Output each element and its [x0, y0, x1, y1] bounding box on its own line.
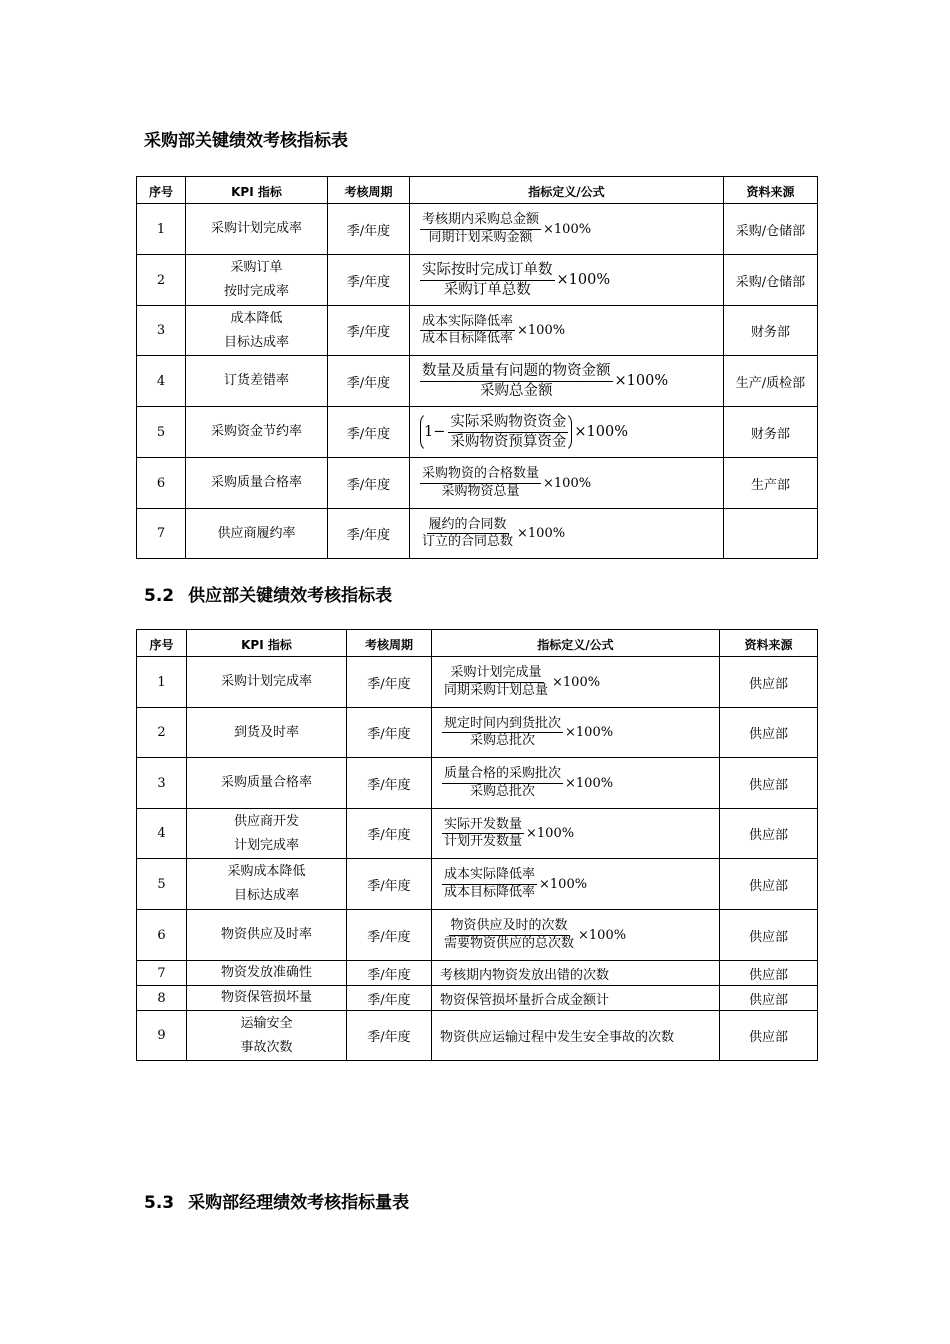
kpi-name-line: 采购资金节约率 [210, 424, 302, 439]
definition-formula [410, 407, 724, 458]
formula-multiplier: ×100% [574, 424, 628, 440]
formula-numerator: 成本实际降低率 [420, 314, 515, 331]
assessment-cycle: 季/年度 [328, 356, 410, 407]
formula-denominator: 同期计划采购金额 [428, 229, 533, 245]
section3-title [144, 1188, 409, 1213]
data-source: 采购/仓储部 [724, 204, 818, 255]
formula-numerator: 采购计划完成量 [449, 665, 544, 682]
formula [420, 212, 591, 246]
assessment-cycle: 季/年度 [328, 407, 410, 458]
formula-multiplier: ×100% [552, 674, 601, 690]
formula-multiplier: ×100% [517, 526, 566, 541]
kpi-name [187, 859, 347, 910]
section3-number: 5.3 [144, 1193, 175, 1213]
row-number: 1 [137, 204, 186, 255]
kpi-name-line: 采购质量合格率 [220, 775, 312, 790]
definition-formula [432, 859, 720, 910]
table-row [137, 758, 818, 809]
kpi-name [187, 657, 347, 708]
kpi-name-line: 目标达成率 [233, 888, 299, 903]
kpi-name-line: 成本降低 [230, 310, 283, 326]
data-source: 供应部 [720, 1011, 818, 1061]
formula-numerator: 考核期内采购总金额 [420, 212, 541, 229]
header-definition: 指标定义/公式 [432, 630, 720, 657]
header-definition: 指标定义/公式 [410, 177, 724, 204]
data-source: 生产部 [724, 458, 818, 509]
formula-multiplier: ×100% [614, 373, 669, 389]
kpi-name-line: 采购质量合格率 [210, 475, 302, 490]
row-number: 4 [137, 356, 186, 407]
kpi-name-line: 采购成本降低 [227, 864, 306, 879]
data-source: 供应部 [720, 657, 818, 708]
formula [442, 665, 600, 699]
assessment-cycle: 季/年度 [347, 910, 432, 961]
formula-numerator: 规定时间内到货批次 [442, 716, 563, 733]
kpi-table-purchasing [136, 176, 818, 559]
kpi-name-line: 目标达成率 [223, 334, 289, 350]
formula-numerator: 履约的合同数 [427, 517, 509, 534]
formula-multiplier: ×100% [543, 221, 592, 237]
assessment-cycle: 季/年度 [347, 708, 432, 758]
table-row [137, 458, 818, 509]
assessment-cycle: 季/年度 [347, 809, 432, 859]
assessment-cycle: 季/年度 [347, 758, 432, 809]
formula-numerator: 实际开发数量 [442, 817, 524, 834]
kpi-name-line: 物资保管损坏量 [220, 990, 312, 1005]
row-number: 1 [137, 657, 187, 708]
data-source: 采购/仓储部 [724, 255, 818, 306]
header-seq: 序号 [137, 177, 186, 204]
fraction [420, 466, 541, 500]
table-row [137, 255, 818, 306]
data-source: 供应部 [720, 986, 818, 1011]
row-number: 7 [137, 961, 187, 986]
kpi-name-line: 运输安全 [240, 1015, 293, 1031]
definition-formula [410, 509, 724, 559]
fraction [420, 314, 515, 348]
formula-denominator: 采购物资预算资金 [450, 433, 567, 450]
formula-multiplier: ×100% [578, 927, 627, 943]
formula-denominator: 成本目标降低率 [444, 884, 536, 900]
assessment-cycle: 季/年度 [347, 961, 432, 986]
kpi-name [186, 407, 328, 458]
formula [420, 517, 565, 551]
formula [442, 766, 613, 800]
assessment-cycle: 季/年度 [347, 859, 432, 910]
table-row [137, 356, 818, 407]
formula [420, 261, 610, 298]
header-source: 资料来源 [720, 630, 818, 657]
kpi-name [186, 306, 328, 356]
formula-numerator: 实际采购物资资金 [448, 413, 568, 432]
formula-denominator: 采购订单总数 [443, 281, 531, 298]
definition-formula [410, 458, 724, 509]
data-source: 供应部 [720, 859, 818, 910]
fraction [442, 817, 524, 851]
kpi-name [186, 509, 328, 559]
definition-formula [432, 910, 720, 961]
formula [420, 412, 628, 451]
formula-numerator: 实际按时完成订单数 [420, 261, 555, 280]
row-number: 4 [137, 809, 187, 859]
data-source: 供应部 [720, 961, 818, 986]
formula-denominator: 采购总批次 [470, 783, 536, 799]
fraction [442, 716, 563, 750]
table-row [137, 204, 818, 255]
row-number: 2 [137, 255, 186, 306]
formula-denominator: 成本目标降低率 [422, 331, 514, 346]
header-source: 资料来源 [724, 177, 818, 204]
formula-multiplier: ×100% [539, 876, 588, 892]
data-source [724, 509, 818, 559]
table-row [137, 708, 818, 758]
formula-denominator: 采购总金额 [480, 382, 553, 399]
formula-denominator: 计划开发数量 [444, 834, 523, 849]
row-number: 9 [137, 1011, 187, 1061]
data-source: 生产/质检部 [724, 356, 818, 407]
kpi-name-line: 事故次数 [240, 1039, 293, 1055]
table-row [137, 407, 818, 458]
definition-text: 物资供应运输过程中发生安全事故的次数 [432, 1011, 720, 1061]
assessment-cycle: 季/年度 [328, 255, 410, 306]
formula-multiplier: ×100% [565, 725, 614, 740]
formula-numerator: 采购物资的合格数量 [420, 466, 541, 483]
kpi-name-line: 物资供应及时率 [220, 927, 312, 942]
row-number: 2 [137, 708, 187, 758]
kpi-name-line: 计划完成率 [233, 837, 299, 853]
definition-formula [432, 708, 720, 758]
formula-denominator: 同期采购计划总量 [444, 682, 549, 698]
formula-denominator: 采购物资总量 [441, 483, 520, 499]
table-header-row [137, 630, 818, 657]
formula [442, 817, 574, 851]
kpi-name-line: 按时完成率 [223, 284, 289, 299]
formula-numerator: 质量合格的采购批次 [442, 766, 563, 783]
fraction [448, 413, 568, 450]
formula [442, 716, 613, 750]
formula-denominator: 订立的合同总数 [422, 534, 514, 549]
header-kpi: KPI 指标 [187, 630, 347, 657]
assessment-cycle: 季/年度 [328, 458, 410, 509]
formula-denominator: 需要物资供应的总次数 [444, 935, 575, 951]
kpi-name [186, 458, 328, 509]
data-source: 财务部 [724, 306, 818, 356]
parenthesis-group [420, 412, 572, 451]
fraction [420, 517, 515, 551]
section2-title-text: 供应部关键绩效考核指标表 [188, 586, 393, 606]
fraction [420, 362, 613, 399]
kpi-name [186, 255, 328, 306]
table-row [137, 509, 818, 559]
kpi-name-line: 采购订单 [230, 260, 283, 275]
kpi-name [187, 1011, 347, 1061]
definition-formula [410, 255, 724, 306]
assessment-cycle: 季/年度 [328, 306, 410, 356]
table-row [137, 859, 818, 910]
data-source: 财务部 [724, 407, 818, 458]
formula-multiplier: ×100% [526, 826, 575, 841]
definition-formula [410, 306, 724, 356]
kpi-name [187, 708, 347, 758]
kpi-name [187, 961, 347, 986]
fraction [442, 766, 563, 800]
kpi-name [186, 356, 328, 407]
section3-title-text: 采购部经理绩效考核指标量表 [188, 1193, 410, 1213]
kpi-name-line: 供应商履约率 [217, 525, 296, 541]
row-number: 3 [137, 306, 186, 356]
definition-formula [410, 204, 724, 255]
definition-text: 物资保管损坏量折合成金额计 [432, 986, 720, 1011]
assessment-cycle: 季/年度 [347, 1011, 432, 1061]
row-number: 5 [137, 859, 187, 910]
formula-multiplier: ×100% [556, 272, 611, 288]
formula-numerator: 数量及质量有问题的物资金额 [420, 362, 613, 381]
formula [420, 466, 591, 500]
table-header-row [137, 177, 818, 204]
formula [420, 362, 668, 399]
table-row [137, 809, 818, 859]
assessment-cycle: 季/年度 [328, 204, 410, 255]
data-source: 供应部 [720, 708, 818, 758]
definition-formula [432, 657, 720, 708]
header-kpi: KPI 指标 [186, 177, 328, 204]
formula-denominator: 采购总批次 [470, 733, 536, 748]
definition-formula [432, 758, 720, 809]
kpi-name [187, 986, 347, 1011]
kpi-name-line: 采购计划完成率 [220, 674, 312, 689]
table-row [137, 961, 818, 986]
row-number: 3 [137, 758, 187, 809]
row-number: 7 [137, 509, 186, 559]
formula-multiplier: ×100% [543, 475, 592, 491]
kpi-name [186, 204, 328, 255]
row-number: 8 [137, 986, 187, 1011]
table-row [137, 306, 818, 356]
header-seq: 序号 [137, 630, 187, 657]
data-source: 供应部 [720, 910, 818, 961]
row-number: 5 [137, 407, 186, 458]
fraction [442, 867, 537, 901]
fraction [442, 665, 550, 699]
kpi-name [187, 809, 347, 859]
formula-multiplier: ×100% [565, 775, 614, 791]
formula [420, 314, 565, 348]
kpi-name-line: 采购计划完成率 [210, 221, 302, 236]
section1-title: 采购部关键绩效考核指标表 [144, 131, 348, 151]
data-source: 供应部 [720, 809, 818, 859]
section2-title [144, 581, 392, 606]
kpi-name [187, 758, 347, 809]
kpi-name-line: 订货差错率 [223, 373, 289, 388]
definition-formula [410, 356, 724, 407]
formula [442, 867, 587, 901]
assessment-cycle: 季/年度 [328, 509, 410, 559]
definition-text: 考核期内物资发放出错的次数 [432, 961, 720, 986]
section2-number: 5.2 [144, 586, 175, 606]
header-cycle: 考核周期 [328, 177, 410, 204]
formula-numerator: 物资供应及时的次数 [449, 918, 570, 935]
formula-multiplier: ×100% [517, 323, 566, 338]
table-row [137, 657, 818, 708]
row-number: 6 [137, 910, 187, 961]
kpi-name-line: 供应商开发 [233, 813, 299, 829]
formula-numerator: 成本实际降低率 [442, 867, 537, 884]
table-row [137, 1011, 818, 1061]
fraction [420, 212, 541, 246]
fraction [420, 261, 555, 298]
assessment-cycle: 季/年度 [347, 657, 432, 708]
assessment-cycle: 季/年度 [347, 986, 432, 1011]
header-cycle: 考核周期 [347, 630, 432, 657]
row-number: 6 [137, 458, 186, 509]
formula [442, 918, 626, 952]
kpi-name [187, 910, 347, 961]
data-source: 供应部 [720, 758, 818, 809]
kpi-table-supply [136, 629, 818, 1061]
table-row [137, 986, 818, 1011]
definition-formula [432, 809, 720, 859]
kpi-name-line: 物资发放准确性 [220, 965, 312, 980]
kpi-name-line: 到货及时率 [233, 724, 299, 740]
formula-prefix: 1− [424, 424, 446, 440]
fraction [442, 918, 576, 952]
table-row [137, 910, 818, 961]
